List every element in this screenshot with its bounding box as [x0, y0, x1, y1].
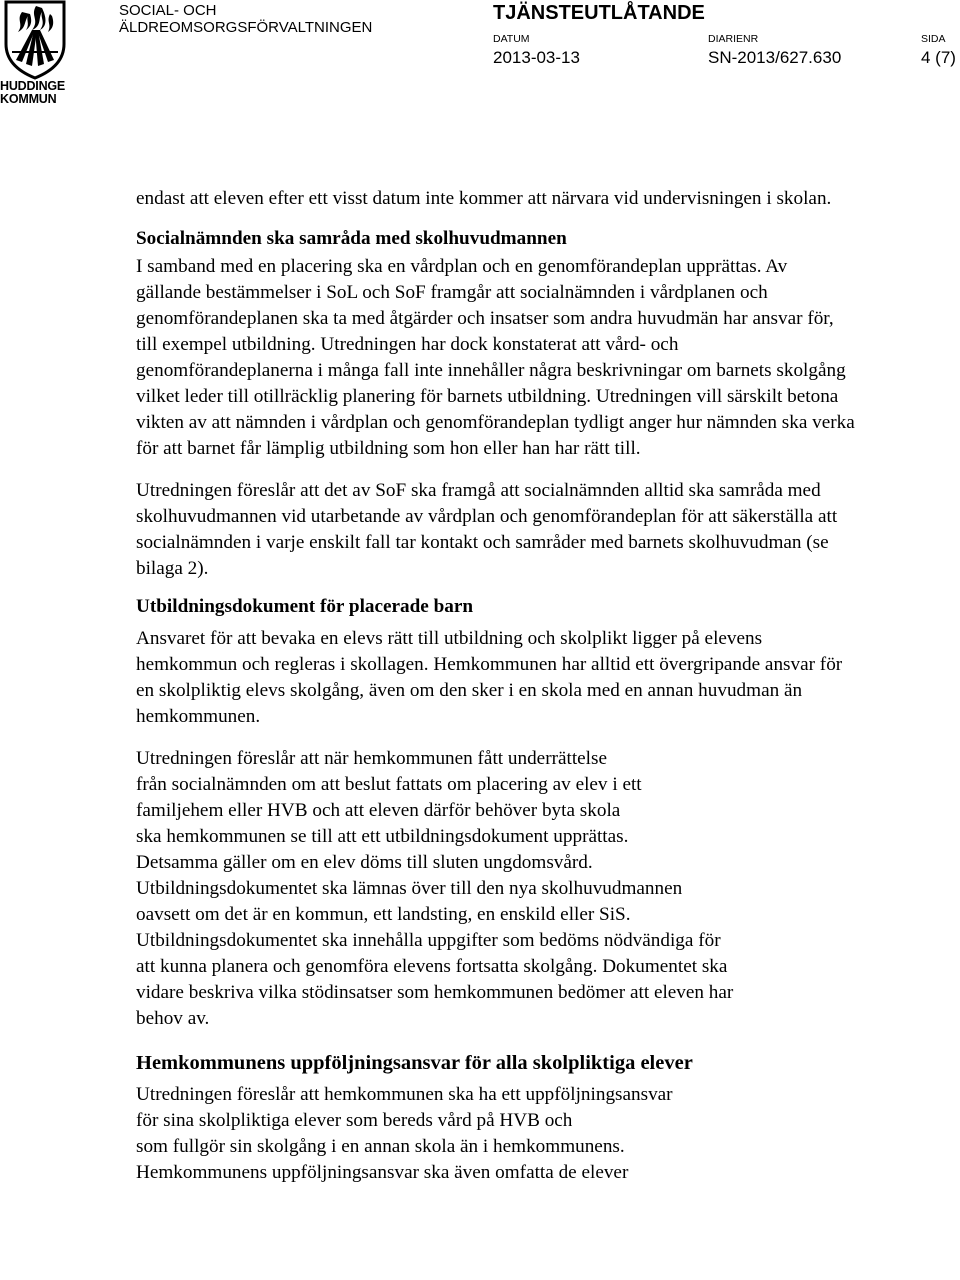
paragraph-5-line: Utredningen föreslår att när hemkommunen fått underrättelse	[136, 748, 607, 769]
paragraph-5	[136, 746, 856, 1032]
paragraph-5-line: Detsamma gäller om en elev döms till sluten ungdomsvård.	[136, 852, 593, 873]
department-name	[119, 2, 372, 36]
paragraph-5-line: Utbildningsdokumentet ska lämnas över till den nya skolhuvudmannen	[136, 878, 683, 899]
heading-uppfoljningsansvar: Hemkommunens uppföljningsansvar för alla skolpliktiga elever	[136, 1052, 693, 1074]
department-line2: ÄLDREOMSORGSFÖRVALTNINGEN	[119, 19, 373, 36]
datum-value: 2013-03-13	[493, 48, 580, 67]
paragraph-5-line: ska hemkommunen se till att ett utbildningsdokument upprättas.	[136, 826, 629, 847]
paragraph-5-line: behov av.	[136, 1008, 210, 1029]
document-type: TJÄNSTEUTLÅTANDE	[493, 2, 705, 24]
document-body	[136, 186, 856, 1186]
paragraph-6-line: Hemkommunens uppföljningsansvar ska även omfatta de elever	[136, 1162, 629, 1183]
paragraph-6	[136, 1082, 856, 1186]
department-line1: SOCIAL- OCH	[119, 2, 217, 19]
paragraph-4: Ansvaret för att bevaka en elevs rätt till utbildning och skolplikt ligger på elevens hemkommun och regleras i skollagen. Hemkommunen har alltid ett övergripande ansvar för en skolpliktig elevs skolgång, även om den sker i en skola med en annan huvudman än hemkommunen.	[136, 628, 843, 727]
sida-value: 4 (7)	[921, 48, 956, 67]
coat-of-arms-icon	[2, 0, 68, 80]
datum-label: DATUM	[493, 33, 530, 45]
paragraph-6-line: som fullgör sin skolgång i en annan skola än i hemkommunens.	[136, 1136, 625, 1157]
logo-text-line1: HUDDINGE	[0, 79, 66, 93]
paragraph-5-line: Utbildningsdokumentet ska innehålla uppgifter som bedöms nödvändiga för	[136, 930, 721, 951]
diarienr-value: SN-2013/627.630	[708, 48, 842, 67]
heading-utbildningsdokument: Utbildningsdokument för placerade barn	[136, 596, 474, 617]
paragraph-1: endast att eleven efter ett visst datum inte kommer att närvara vid undervisningen i skolan.	[136, 188, 832, 209]
paragraph-6-line: för sina skolpliktiga elever som bereds vård på HVB och	[136, 1110, 573, 1131]
paragraph-5-line: vidare beskriva vilka stödinsatser som hemkommunen bedömer att eleven har	[136, 982, 734, 1003]
document-header	[0, 0, 960, 110]
logo-text-line2: KOMMUN	[0, 92, 57, 106]
paragraph-5-line: familjehem eller HVB och att eleven därför behöver byta skola	[136, 800, 621, 821]
paragraph-2: I samband med en placering ska en vårdplan och en genomförandeplan upprättas. Av gällande bestämmelser i SoL och SoF framgår att socialnämnden i vårdplanen och genomförandeplanen ska ta med åtgärder och insatser som andra huvudmän har ansvar för, till exempel utbildning. Utredningen har dock konstaterat att vård- och genomförandeplanerna i många fall inte innehåller några beskrivningar om barnets skolgång vilket leder till otillräcklig planering för barnets utbildning. Utredningen vill särskilt betona vikten av att nämnden i vårdplan och genomförandeplan tydligt anger hur nämnden ska verka för att barnet får lämplig utbildning som hon eller han har rätt till.	[136, 256, 855, 459]
paragraph-5-line: oavsett om det är en kommun, ett landsting, en enskild eller SiS.	[136, 904, 631, 925]
paragraph-3: Utredningen föreslår att det av SoF ska framgå att socialnämnden alltid ska samråda med skolhuvudmannen vid utarbetande av vårdplan och genomförandeplan för att säkerställa att socialnämnden i varje enskilt fall tar kontakt och samråder med barnets skolhuvudman (se bilaga 2).	[136, 480, 838, 579]
paragraph-6-line: Utredningen föreslår att hemkommunen ska ha ett uppföljningsansvar	[136, 1084, 673, 1105]
logo-text	[0, 80, 72, 106]
sida-label: SIDA	[921, 33, 946, 45]
paragraph-5-line: att kunna planera och genomföra elevens fortsatta skolgång. Dokumentet ska	[136, 956, 728, 977]
diarienr-label: DIARIENR	[708, 33, 759, 45]
paragraph-5-line: från socialnämnden om att beslut fattats om placering av elev i ett	[136, 774, 642, 795]
heading-samrada: Socialnämnden ska samråda med skolhuvudmannen	[136, 228, 567, 249]
